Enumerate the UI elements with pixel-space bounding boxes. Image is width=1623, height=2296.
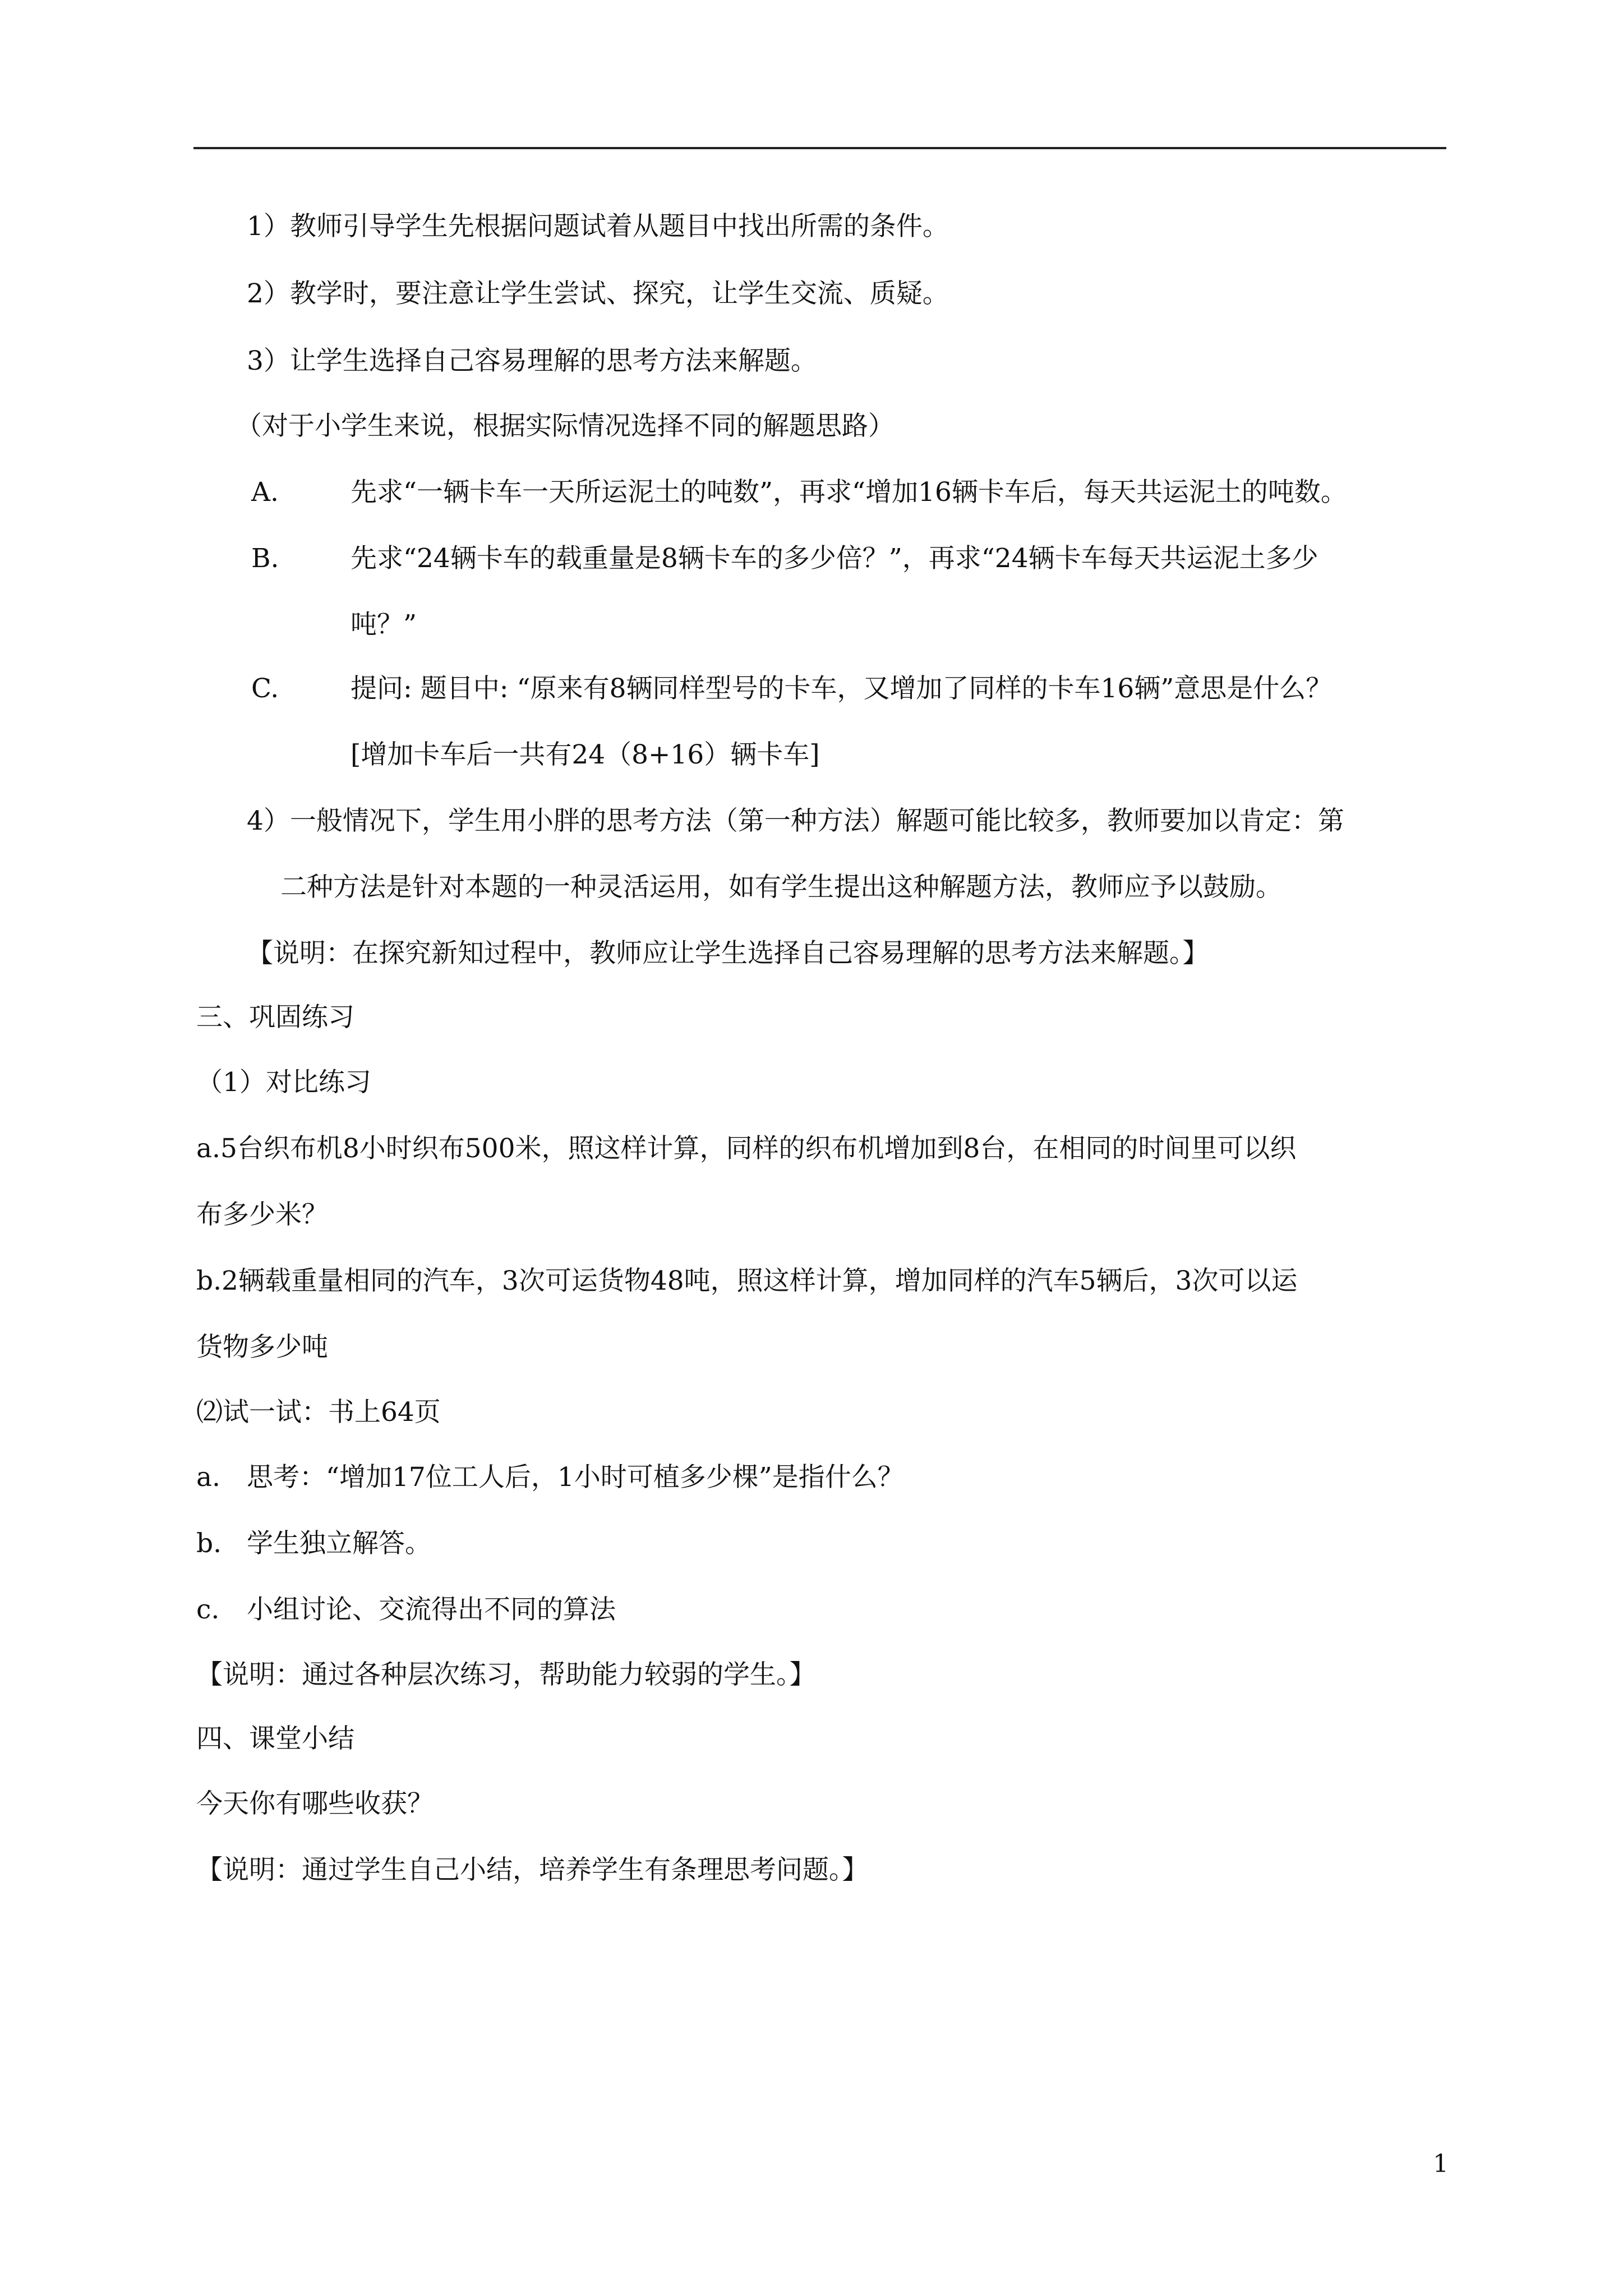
option-a-label: A. <box>251 477 279 508</box>
try-c-text: 小组讨论、交流得出不同的算法 <box>247 1594 616 1625</box>
try-a-label: a. <box>196 1462 220 1493</box>
option-b-label: B. <box>251 543 279 574</box>
question-a-line2: 布多少米？ <box>196 1199 328 1230</box>
question-b-line1: b.2辆载重量相同的汽车，3次可运货物48吨，照这样计算，增加同样的汽车5辆后，3次可以运 <box>196 1266 1298 1296</box>
option-a-text: 先求“一辆卡车一天所运泥土的吨数”，再求“增加16辆卡车后，每天共运泥土的吨数。 <box>351 477 1347 508</box>
subsection-contrast-practice: （1）对比练习 <box>196 1067 371 1098</box>
explanation-3: 【说明：通过学生自己小结，培养学生有条理思考问题。】 <box>196 1855 869 1885</box>
step-4-line1: 4）一般情况下，学生用小胖的思考方法（第一种方法）解题可能比较多，教师要加以肯定：第 <box>247 806 1344 836</box>
step-4-line2: 二种方法是针对本题的一种灵活运用，如有学生提出这种解题方法，教师应予以鼓励。 <box>280 872 1282 903</box>
option-c-label: C. <box>251 673 279 704</box>
explanation-1: 【说明：在探究新知过程中，教师应让学生选择自己容易理解的思考方法来解题。】 <box>247 938 1209 969</box>
subsection-try-it: ⑵试一试：书上64页 <box>196 1397 441 1428</box>
option-c-text-line1: 提问: 题目中: “原来有8辆同样型号的卡车，又增加了同样的卡车16辆”意思是什么？ <box>351 673 1332 704</box>
summary-question: 今天你有哪些收获？ <box>196 1788 434 1819</box>
try-b-text: 学生独立解答。 <box>247 1528 431 1559</box>
paren-note: （对于小学生来说，根据实际情况选择不同的解题思路） <box>236 411 895 441</box>
option-b-text-line1: 先求“24辆卡车的载重量是8辆卡车的多少倍？”，再求“24辆卡车每天共运泥土多少 <box>351 543 1318 574</box>
step-3: 3）让学生选择自己容易理解的思考方法来解题。 <box>247 346 817 376</box>
question-a-line1: a.5台织布机8小时织布500米，照这样计算，同样的织布机增加到8台，在相同的时间里可以织 <box>196 1133 1297 1164</box>
try-a-text: 思考：“增加17位工人后，1小时可植多少棵”是指什么？ <box>247 1462 904 1493</box>
step-1: 1）教师引导学生先根据问题试着从题目中找出所需的条件。 <box>247 211 949 242</box>
section-heading-3: 三、巩固练习 <box>196 1002 354 1033</box>
option-b-text-line2: 吨？” <box>351 609 417 640</box>
step-2: 2）教学时，要注意让学生尝试、探究，让学生交流、质疑。 <box>247 278 949 309</box>
section-heading-4: 四、课堂小结 <box>196 1723 354 1754</box>
question-b-line2: 货物多少吨 <box>196 1332 328 1363</box>
try-b-label: b. <box>196 1528 222 1559</box>
option-c-text-line2: [增加卡车后一共有24（8+16）辆卡车] <box>351 739 820 770</box>
header-rule <box>193 147 1446 149</box>
explanation-2: 【说明：通过各种层次练习，帮助能力较弱的学生。】 <box>196 1659 816 1690</box>
page-number: 1 <box>1433 2150 1449 2178</box>
try-c-label: c. <box>196 1594 220 1625</box>
